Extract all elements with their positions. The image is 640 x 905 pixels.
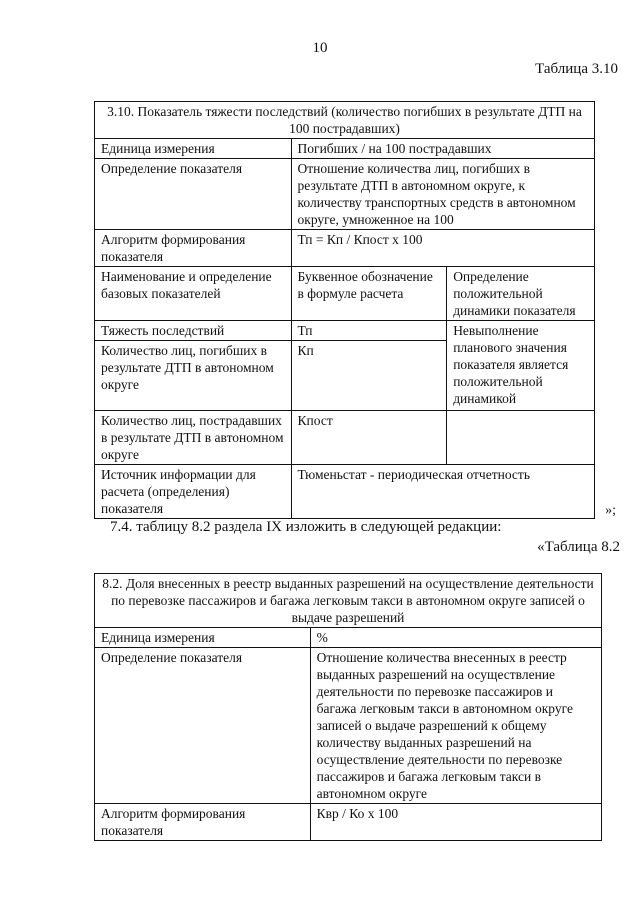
algorithm-value: Квр / Ко х 100 <box>310 804 601 841</box>
next-table-caption: «Таблица 8.2 <box>537 539 620 555</box>
unit-value: Погибших / на 100 пострадавших <box>291 139 594 159</box>
row-name: Количество лиц, погибших в результате ДТП в автономном округе <box>95 341 292 411</box>
definition-value: Отношение количества внесенных в реестр выданных разрешений на осуществление деятельности по перевозке пассажиров и багажа легковым такси в автономном округе записей о выдаче разрешений к общему количеству выданных разрешений на осуществление деятельности по перевозке пассажиров и багажа легковым такси в автономном округе <box>310 648 601 804</box>
table-caption: Таблица 3.10 <box>535 61 618 77</box>
indicator-table-3-10 <box>94 101 595 519</box>
header-dynamics: Определение положительной динамики показателя <box>447 267 595 321</box>
table-title: 8.2. Доля внесенных в реестр выданных разрешений на осуществление деятельности по перевозке пассажиров и багажа легковым такси в автономном округе записей о выдаче разрешений <box>95 574 602 628</box>
amendment-instruction: 7.4. таблицу 8.2 раздела IX изложить в следующей редакции: <box>110 519 502 535</box>
row-letter: Тп <box>291 321 447 341</box>
source-label: Источник информации для расчета (определения) показателя <box>95 465 292 519</box>
algorithm-label: Алгоритм формирования показателя <box>95 804 311 841</box>
table-title: 3.10. Показатель тяжести последствий (количество погибших в результате ДТП на 100 пострадавших) <box>95 102 595 139</box>
unit-label: Единица измерения <box>95 628 311 648</box>
header-name: Наименование и определение базовых показателей <box>95 267 292 321</box>
definition-value: Отношение количества лиц, погибших в результате ДТП в автономном округе, к количеству транспортных средств в автономном округе, умноженное на 100 <box>291 159 594 230</box>
algorithm-label: Алгоритм формирования показателя <box>95 230 292 267</box>
unit-value: % <box>310 628 601 648</box>
unit-label: Единица измерения <box>95 139 292 159</box>
empty-cell <box>447 411 595 465</box>
algorithm-value: Тп = Кп / Кпост х 100 <box>291 230 594 267</box>
indicator-table-8-2 <box>94 573 602 841</box>
page-number: 10 <box>312 40 328 56</box>
row-name: Количество лиц, пострадавших в результате ДТП в автономном округе <box>95 411 292 465</box>
row-name: Тяжесть последствий <box>95 321 292 341</box>
row-letter: Кп <box>291 341 447 411</box>
table-row <box>95 411 595 465</box>
closing-quote: »; <box>605 503 616 518</box>
source-value: Тюменьстат - периодическая отчетность <box>291 465 594 519</box>
table-row <box>95 321 595 341</box>
header-letter: Буквенное обозначение в формуле расчета <box>291 267 447 321</box>
row-letter: Кпост <box>291 411 447 465</box>
definition-label: Определение показателя <box>95 159 292 230</box>
definition-label: Определение показателя <box>95 648 311 804</box>
dynamics-value: Невыполнение планового значения показателя является положительной динамикой <box>447 321 595 411</box>
